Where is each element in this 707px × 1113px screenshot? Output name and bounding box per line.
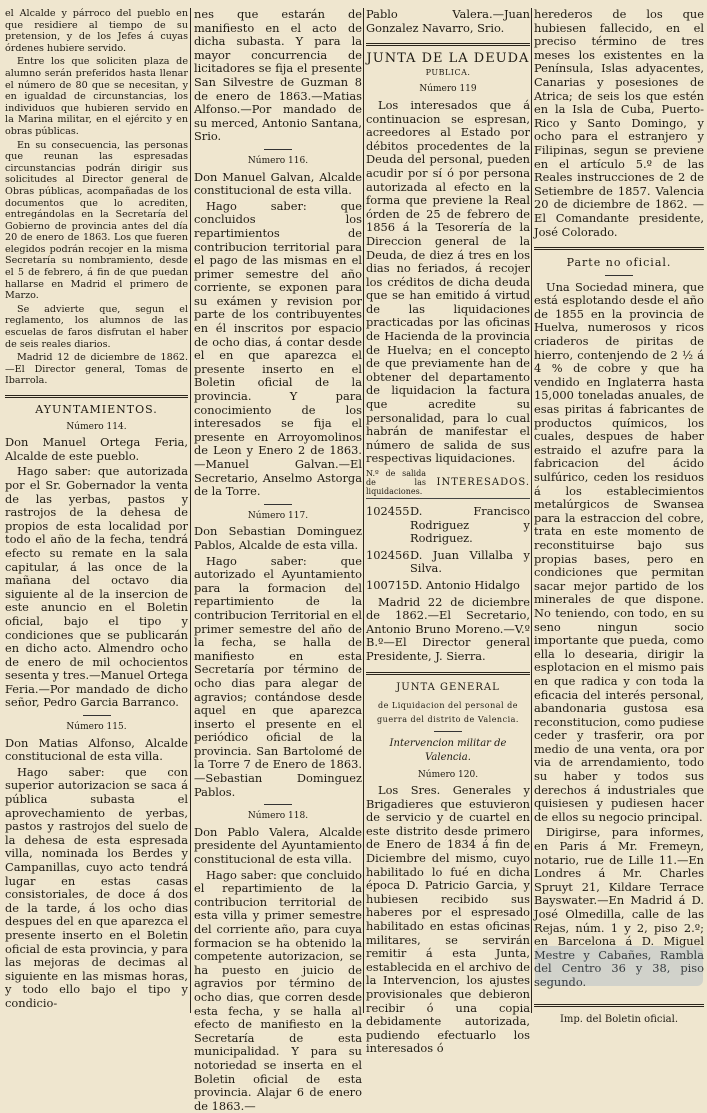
section-subheading: PUBLICA.	[425, 67, 471, 77]
table-row	[366, 549, 530, 576]
notice-body: Hago saber: que concluidos los repartimientos de contribucion territorial para el pago de las mismas en el primer semestre del año corriente, se exponen para su exámen y revision por parte de los contribuyentes en él inscritos por espacio de ocho dias, á contar desde el en que aparezca el presente inserto en el Boletin oficial de la provincia. Y para conocimiento de los interesados se fija el presente en Arroyomolinos de Leon y Enero 2 de 1863.—Manuel Galvan.—El Secretario, Anselmo Astorga de la Torre.	[194, 198, 362, 499]
notice-number: Número 117.	[247, 510, 309, 521]
divider	[264, 804, 292, 805]
notice-number: Número 118.	[247, 811, 309, 822]
notice-title: Don Pablo Valera, Alcalde presidente del Ayuntamiento constitucional de esta villa.	[194, 824, 362, 867]
notice-number: Número 115.	[66, 722, 127, 733]
table-cell: 102455	[366, 504, 410, 518]
column-header: N.º de salida de las liquidaciones.	[366, 469, 426, 496]
table-cell: D. Juan Villalba y Silva.	[410, 547, 530, 576]
column-4	[534, 7, 704, 1025]
divider	[605, 275, 633, 276]
notice-title: Don Sebastian Dominguez Pablos, Alcalde de esta villa.	[194, 524, 362, 552]
column-3	[366, 7, 530, 1056]
printer-imprint: Imp. del Boletin oficial.	[534, 1004, 704, 1027]
divider	[264, 504, 292, 505]
section-divider	[534, 247, 704, 250]
notice-title: Don Matias Alfonso, Alcalde constitucional de esta villa.	[5, 735, 188, 764]
paragraph: Se advierte que, segun el reglamento, los alumnos de las escuelas de faros disfrutan el haber de seis reales diarios.	[5, 303, 188, 350]
notice-number: Número 119	[419, 84, 477, 95]
notice-title: Don Manuel Ortega Feria, Alcalde de este pueblo.	[5, 435, 188, 463]
table-row	[366, 579, 530, 593]
signature: Madrid 12 de diciembre de 1862. —El Director general, Tomas de Ibarrola.	[5, 352, 188, 387]
table-header	[366, 469, 530, 499]
notice-body: Los interesados que á continuacion se espresan, acreedores al Estado por débitos procedentes de la Deuda del personal, pueden acudir por sí ó por persona autorizada al efecto en la forma que previene la Real órden de 25 de febrero de 1856 á la Tesorería de la Direccion general de la Deuda, de diez á tres en los dias no feriados, á recojer los créditos de dicha deuda que se han emitido á virtud de las liquidaciones practicadas por las oficinas de Hacienda de la provincia de Huelva; en el concepto de que previamente han de obtener del departamento de liquidacion la factura que acredite su personalidad, para lo cual habrán de manifestar el número de salida de sus respectivas liquidaciones.	[366, 97, 530, 466]
column-rule	[190, 8, 191, 1013]
section-heading: JUNTA GENERAL	[396, 681, 500, 693]
paragraph: En su consecuencia, las personas que reunan las espresadas circunstancias podrán dirigir sus solicitudes al Director general de Obras públicas, acompañadas de los documentos que lo acrediten, entregándolas en la Secretaría del Gobierno de provincia antes del día 20 de enero de 1863. Los que fueren elegidos podrán recojer en la misma Secretaría su nombramiento, desde el 5 de febrero, á fin de que puedan hallarse en Madrid el primero de Marzo.	[5, 139, 188, 302]
notice-body: Hago saber: que concluido el repartimiento de la contribucion territorial de esta villa y primer semestre del corriente año, para cuya formacion se ha obtenido la competente autorizacion, se ha puesto en juicio de agravios por término de ocho dias, que corren desde esta fecha, y se halla al efecto de manifiesto en la Secretaría de esta municipalidad. Y para su notoriedad se inserta en el Boletin oficial de esta provincia. Alajar 6 de enero de 1863.—	[194, 867, 362, 1113]
column-1	[5, 8, 188, 1016]
divider	[434, 731, 462, 732]
section-divider	[366, 43, 530, 46]
notice-body: Hago saber: que autorizada por el Sr. Gobernador la venta de las yerbas, pastos y rastrojos de la dehesa de propios de esta localidad por todo el año de la fecha, tendrá efecto su remate en la sala capitular, á las once de la mañana del octavo dia siguiente al de la insercion de este anuncio en el Boletin oficial, bajo el tipo y condiciones que se publicarán en dicho acto. Almendro ocho de enero de mil ochocientos sesenta y tres.—Manuel Ortega Feria.—Por mandado de dicho señor, Pedro Garcia Barranco.	[5, 464, 188, 710]
divider	[264, 149, 292, 150]
paragraph: herederos de los que hubiesen fallecido, en el preciso término de tres meses los existentes en la Península, Islas adyacentes, Canarias y posesiones de Atrica; de seis los que estén en la Isla de Cuba, Puerto-Rico y Santo Domingo, y ocho para el estranjero y Filipinas, segun se previene en el artículo 5.º de las Reales instrucciones de 2 de Setiembre de 1857. Valencia 20 de diciembre de 1862. —El Comandante presidente, José Colorado.	[534, 7, 704, 239]
ink-stain	[535, 946, 703, 986]
section-heading: AYUNTAMIENTOS.	[35, 403, 158, 416]
table-cell: 102456	[366, 547, 410, 562]
paragraph: Pablo Valera.—Juan Gonzalez Navarro, Srio.	[366, 7, 530, 35]
divider	[83, 715, 111, 716]
column-rule	[363, 8, 364, 1013]
notice-number: Número 116.	[247, 155, 309, 166]
section-subheading: de Liquidacion del personal de guerra del distrito de Valencia.	[377, 701, 519, 724]
notice-body: Hago saber: que autorizado el Ayuntamiento para la formacion del repartimiento de la contribucion Territorial en el primer semestre del año de la fecha, se halla de manifiesto en esta Secretaría por término de ocho dias para alegar de agravios; contándose desde aquel en que aparezca inserto el presente en el periódico oficial de la provincia. San Bartolomé de la Torre 7 de Enero de 1863.—Sebastian Dominguez Pablos.	[194, 553, 362, 799]
paragraph: nes que estarán de manifiesto en el acto de dicha subasta. Y para la mayor concurrencia de licitadores se fija el presente San Silvestre de Guzman 8 de enero de 1863.—Matias Alfonso.—Por mandado de su merced, Antonio Santana, Srio.	[194, 7, 362, 144]
column-rule	[531, 8, 532, 1013]
section-divider	[366, 672, 530, 675]
paragraph: Dirigirse, para informes, en Paris á Mr. Fremeyn, notario, rue de Lille 11.—En Londres á Mr. Charles Spruyt 21, Kildare Terrace Bayswater.—En Madrid á D. José Olmedilla, calle de las Rejas, núm. 1 y 2, piso 2.º; en Barcelona á D. Miguel Mestre y Cabañes, Rambla del Centro 36 y 38, piso segundo.	[534, 825, 704, 989]
notice-number: Número 120.	[417, 769, 479, 780]
paragraph: Una Sociedad minera, que está esplotando desde el año de 1855 en la provincia de Huelva, numerosos y ricos criaderos de piritas de hierro, contenjendo de 2 ½ á 4 % de cobre y que ha vendido en Inglaterra hasta 15,000 toneladas anuales, de esas piritas á fabricantes de productos químicos, los cuales, despues de haber estraido el azufre para la fabricacion del ácido sulfúrico, ceden los residuos á los establecimientos metalúrgicos de Swansea para la estraccion del cobre, trata en este momento de reconstituirse bajo sus propias bases, pero en condiciones que permitan sacar mejor partido de los minerales de que dispone. No teniendo, con todo, en su seno ningun socio importante que pueda, como ella lo desearia, dirigir la esplotacion en el mismo pais en que radica y con toda la eficacia del interés personal, abandonaria gustosa esa reconstitucion, como pudiese ceder y trasferir, ora por medio de una venta, ora por via de arrendamiento, todo su haber y todos sus derechos á industriales que quisiesen y pudiesen hacer de ellos su negocio principal.	[534, 279, 704, 824]
paragraph: Entre los que soliciten plaza de alumno serán preferidos hasta llenar el número de 80 que se necesitan, y en igualdad de circunstancias, los individuos que hubieren servido en la Marina militar, en el ejército y en obras públicas.	[5, 56, 188, 137]
section-subheading: Intervencion militar de Valencia.	[389, 738, 507, 763]
section-divider	[5, 395, 188, 398]
paragraph: el Alcalde y párroco del pueblo en que residiere al tiempo de su pretension, y de los Jefes á cuyas órdenes hubiere servido.	[5, 8, 188, 54]
notice-number: Número 114.	[66, 421, 127, 432]
signature: Madrid 22 de diciembre de 1862.—El Secretario, Antonio Bruno Moreno.—V.º B.º—El Director general Presidente, J. Sierra.	[366, 594, 530, 663]
section-heading: JUNTA DE LA DEUDA	[366, 51, 530, 67]
notice-title: Don Manuel Galvan, Alcalde constitucional de esta villa.	[194, 169, 362, 198]
table-cell: 100715	[366, 577, 410, 592]
table-cell: D. Francisco Rodriguez y Rodriguez.	[410, 504, 530, 546]
notice-body: Los Sres. Generales y Brigadieres que estuvieron de servicio y de cuartel en este distrito desde primero de Enero de 1834 á fin de Diciembre del mismo, cuyo habilitado lo fué en dicha época D. Patricio Garcia, y hubiesen recibido sus haberes por el espresado habilitado en estas oficinas militares, se servirán remitir á esta Junta, establecida en el archivo de la Intervencion, los ajustes provisionales que debieron recibir ó una copia debidamente autorizada, pudiendo efectuarlo los interesados ó	[366, 783, 530, 1056]
section-heading: Parte no oficial.	[566, 256, 672, 270]
table-row	[366, 505, 530, 546]
column-header: INTERESADOS.	[436, 477, 530, 488]
notice-body: Hago saber: que con superior autorizacion se saca á pública subasta el aprovechamiento de yerbas, pastos y rastrojos del suelo de la dehesa de esta espresada villa, nominada los Berdes y Campanillas, cuyo acto tendrá lugar en estas casas consistoriales, de doce á dos de la tarde, á los ocho dias despues del en que aparezca el presente inserto en el Boletin oficial de esta provincia, y para las mejoras de decimas al siguiente en las mismas horas, y todo ello bajo el tipo y condicio-	[5, 764, 188, 1010]
table-cell: D. Antonio Hidalgo	[410, 577, 520, 592]
column-2	[194, 7, 362, 1113]
